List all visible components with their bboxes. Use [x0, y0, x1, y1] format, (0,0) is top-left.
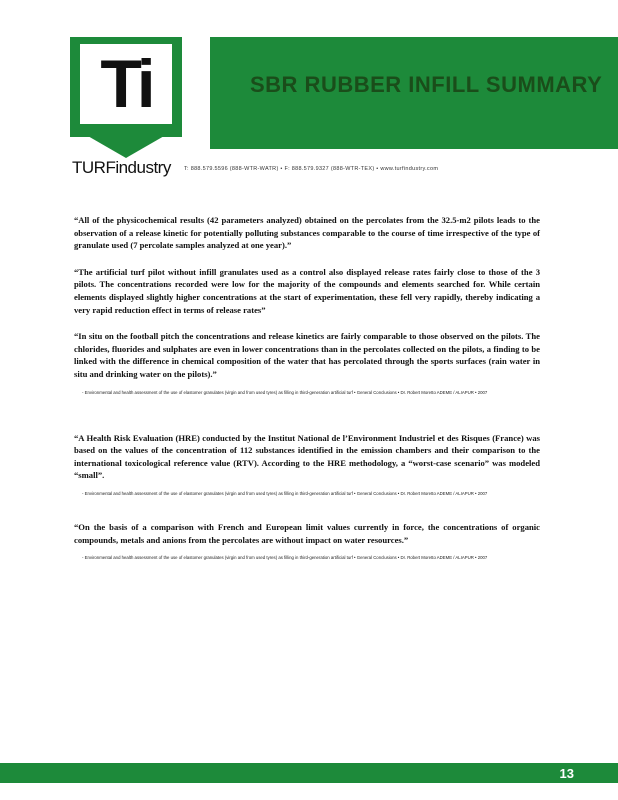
page-title: SBR RUBBER INFILL SUMMARY — [250, 72, 603, 97]
quote-text: “A Health Risk Evaluation (HRE) conducted by the Institut National de l’Environment Industriel et des Risques (France) was based on the values of the concentration of 112 substances identified in the emission chambers and their comparison to the international toxicological reference value (RTV). According to the HRE methodology, a “worst-case scenario” was modeled “small”. — [74, 432, 540, 481]
reference: - Environmental and health assessment of the use of elastomer granulates (virgin and from used tyres) as filling in third-generation artificial turf • General Conclusions • Dr. Robert Moretto ADEME / ALIAPUR • 2007 — [82, 490, 488, 496]
quote-text: “All of the physicochemical results (42 parameters analyzed) obtained on the percolates from the 32.5-m2 pilots leads to the observation of a release kinetic for potentially polluting substances comparable to the course of time irrespective of the type of granulate used (7 percolate samples analyzed at one year).” — [74, 215, 540, 251]
quote-text: “In situ on the football pitch the concentrations and release kinetics are fairly comparable to those observed on the pilots. The chlorides, fluorides and sulphates are even in lower concentrations than in the percolates collected on the pilots, a finding to be linked with the difference in chemical composition of the water that has percolated through the sports surfaces (rain water in situ and drinking water on the pilots).” — [74, 331, 540, 379]
footer-band — [0, 763, 618, 783]
brand-name: TURFindustry — [72, 158, 171, 177]
quote-text: “The artificial turf pilot without infill granulates used as a control also displayed release rates fairly close to those of the 3 pilots. The concentrations recorded were low for the majority of the compounds and elements searched for. While certain elements displayed slightly higher concentrations at the start of experimentation, these fell very rapidly, thereby indicating a very rapid reduction effect in terms of release rates” — [74, 266, 540, 315]
logo-pennant-icon — [74, 128, 178, 158]
logo: Ti — [80, 44, 172, 124]
reference: - Environmental and health assessment of the use of elastomer granulates (virgin and from used tyres) as filling in third-generation artificial turf • General Conclusions • Dr. Robert Moretto ADEME / ALIAPUR • 2007 — [82, 389, 488, 395]
reference: - Environmental and health assessment of the use of elastomer granulates (virgin and from used tyres) as filling in third-generation artificial turf • General Conclusions • Dr. Robert Moretto ADEME / ALIAPUR • 2007 — [82, 555, 488, 561]
page-number: 13 — [559, 766, 574, 781]
quote-list — [74, 214, 540, 561]
quote-text: “On the basis of a comparison with French and European limit values currently in force, the concentrations of organic compounds, metals and anions from the percolates are without impact on water resources.” — [74, 521, 540, 545]
contact-line: T: 888.579.5596 (888-WTR-WATR) • F: 888.579.9327 (888-WTR-TEX) • www.turfindustry.com — [184, 166, 439, 172]
trademark-mark: TM — [172, 122, 183, 129]
